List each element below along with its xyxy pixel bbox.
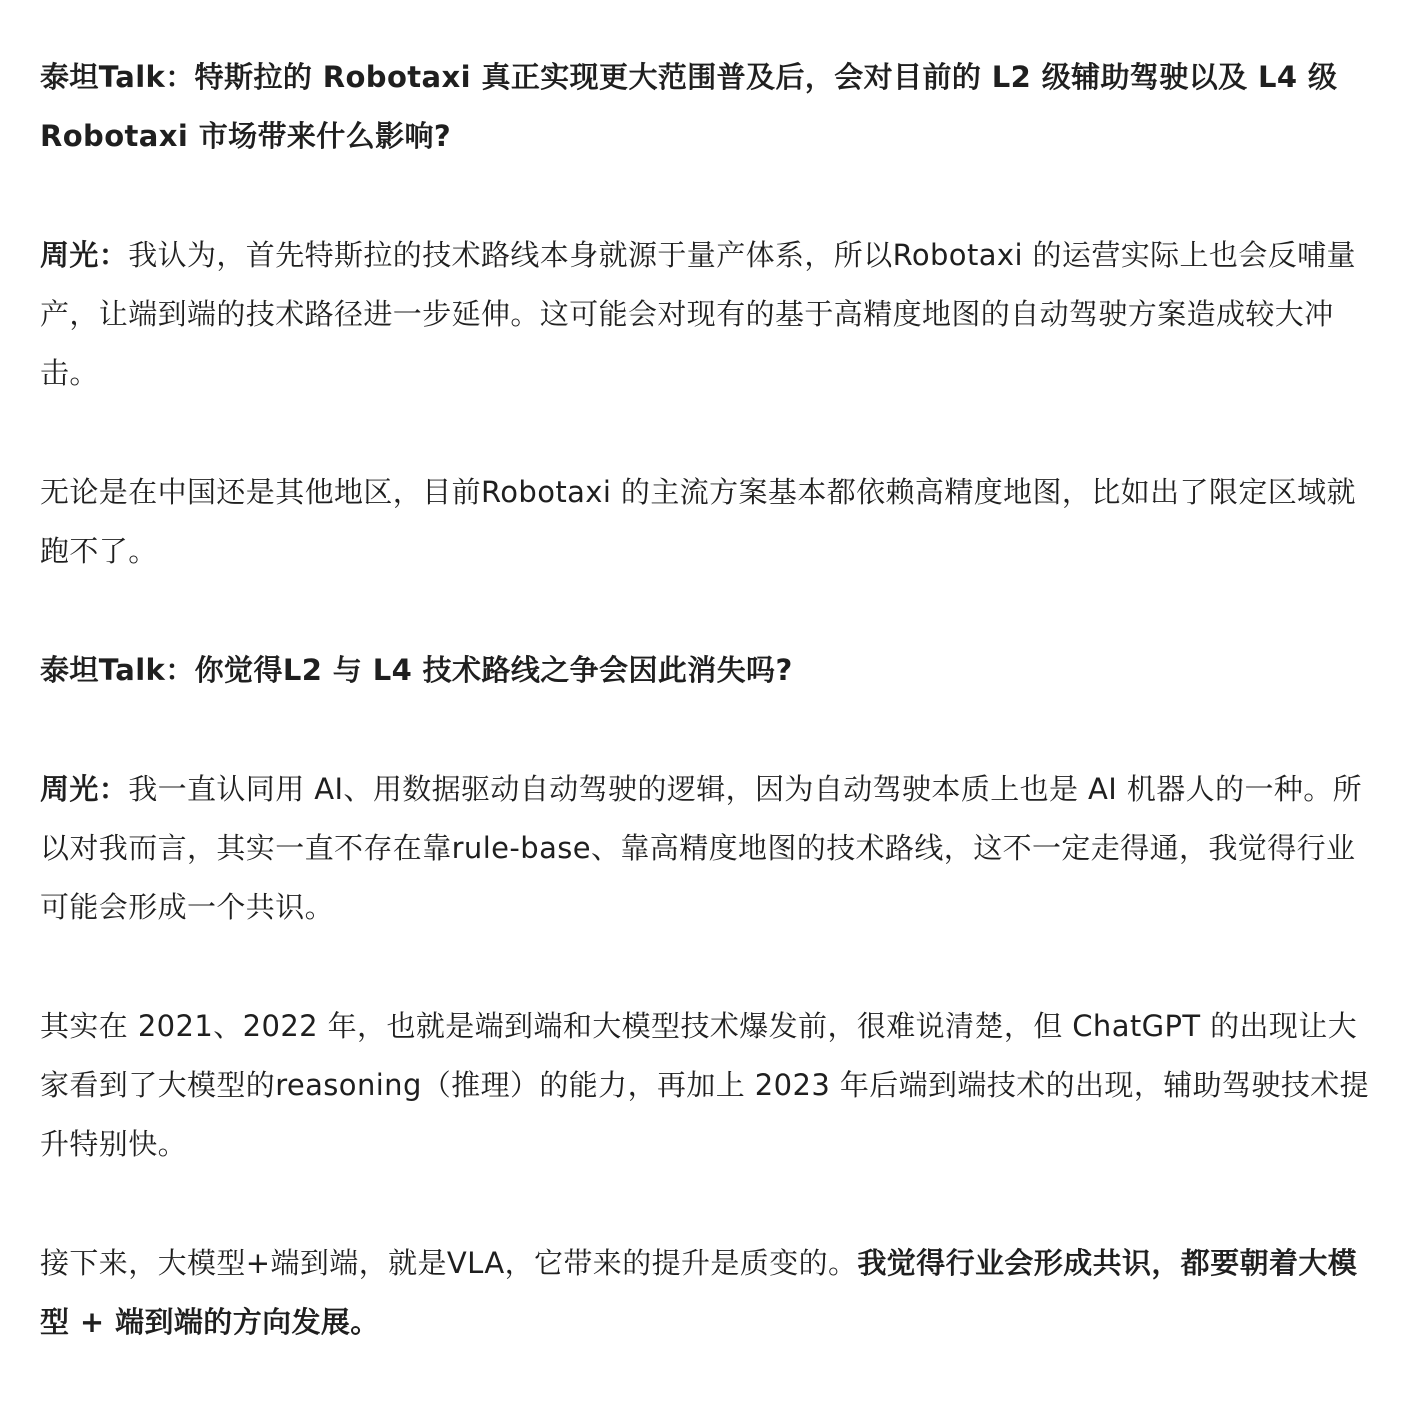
speaker-label: 泰坦Talk：	[40, 60, 195, 94]
body-paragraph-2	[40, 997, 1370, 1174]
answer-text: 我认为，首先特斯拉的技术路线本身就源于量产体系，所以Robotaxi 的运营实际上也会反哺量产，让端到端的技术路径进一步延伸。这可能会对现有的基于高精度地图的自动驾驶方案造成较大冲击。	[40, 238, 1356, 390]
speaker-label: 周光：	[40, 238, 129, 272]
body-paragraph-1	[40, 463, 1370, 581]
body-text: 无论是在中国还是其他地区，目前Robotaxi 的主流方案基本都依赖高精度地图，比如出了限定区域就跑不了。	[40, 475, 1356, 568]
question-paragraph-1	[40, 48, 1370, 166]
answer-paragraph-1	[40, 226, 1370, 403]
body-text: 其实在 2021、2022 年，也就是端到端和大模型技术爆发前，很难说清楚，但 ChatGPT 的出现让大家看到了大模型的reasoning（推理）的能力，再加上 2023 年后端到端技术的出现，辅助驾驶技术提升特别快。	[40, 1009, 1370, 1161]
question-text: 特斯拉的 Robotaxi 真正实现更大范围普及后，会对目前的 L2 级辅助驾驶以及 L4 级 Robotaxi 市场带来什么影响?	[40, 60, 1338, 153]
body-text: 接下来，大模型+端到端，就是VLA，它带来的提升是质变的。	[40, 1246, 858, 1280]
question-text: 你觉得L2 与 L4 技术路线之争会因此消失吗?	[194, 653, 793, 687]
article-body	[40, 48, 1370, 1412]
answer-paragraph-2	[40, 760, 1370, 937]
answer-text: 我一直认同用 AI、用数据驱动自动驾驶的逻辑，因为自动驾驶本质上也是 AI 机器人的一种。所以对我而言，其实一直不存在靠rule-base、靠高精度地图的技术路线，这不一定走得通，我觉得行业可能会形成一个共识。	[40, 772, 1363, 924]
speaker-label: 周光：	[40, 772, 129, 806]
speaker-label: 泰坦Talk：	[40, 653, 195, 687]
body-paragraph-3	[40, 1234, 1370, 1352]
question-paragraph-2	[40, 641, 1370, 700]
emphasized-text: 我觉得行业会形成共识，都要朝着大模型 + 端到端的方向发展。	[40, 1246, 1358, 1339]
